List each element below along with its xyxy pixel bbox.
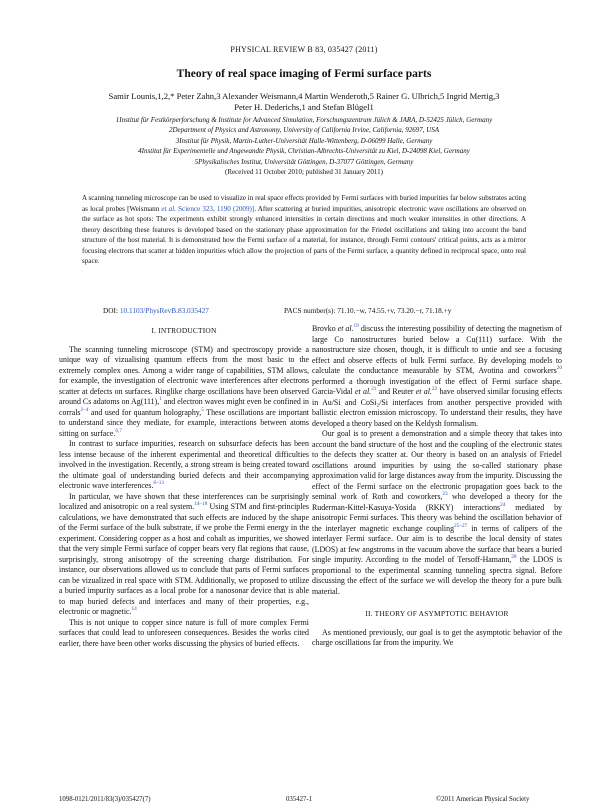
- reference-link[interactable]: 2–4: [80, 406, 89, 413]
- author-line-1: Samir Lounis,1,2,* Peter Zahn,3 Alexander Weismann,4 Martin Wenderoth,5 Rainer G. Ulbrich,5 Ingrid Mertig,3: [108, 91, 500, 101]
- paragraph: Brovko et al.$^{19}$ discuss the interesting possibility of detecting the magnetism of large Co nanostructures buried below a Cu(111) surface. With the nanostructure size chosen, though, it is difficult to untie and see a focusing effect and observe effects of bulk Fermi surface. By developing models to calculate the conductance measurable by STM, Avotina and coworkers$^{20}$ performed a thorough investigation of the effect of Fermi surface shape. Garcia-Vidal et al.$^{21}$ and Reuter et al.$^{22}$ have observed similar focusing effects in Au/Si and CoSi₂/Si interfaces from another perspective provided with ballistic electron emission microscopy. To understand their results, they have developed a theory based on the Keldysh formalism.: [312, 323, 563, 428]
- footer-page-number: 035427-1: [286, 796, 313, 803]
- paragraph: In contrast to surface impurities, research on subsurface defects has been less intense because of the inherent experimental and theoretical difficulties involved in the investigation. Recently, a strong stream is being created toward the ultimate goal of understanding buried defects and their accompanying electronic wave interferences.$^{8-13}$: [59, 439, 309, 491]
- abstract-citation-etal[interactable]: et al.: [161, 204, 176, 213]
- right-column: [312, 324, 562, 649]
- pacs-numbers: PACS number(s): 71.10.−w, 74.55.+v, 73.20.−r, 71.18.+y: [284, 306, 452, 315]
- paragraph: The scanning tunneling microscope (STM) and spectroscopy provide a unique way of vizualising quantum effects from the most basic to the extremely complex ones. Among a wider range of capabilities, STM allows, for example, the investigation of electronic wave interferences after electrons scatter at defects on surfaces. Ringlike charge oscillations have been observed around Cs adatoms on Ag(111),$^1$ and electron waves might even be confined in corrals$^{2-4}$ and used for quantum holography,$^5$ These oscillations are important to understand since they mediate, for example, interactions between atoms sitting on surface.$^{6,7}$: [59, 344, 309, 438]
- left-column: [59, 324, 309, 649]
- affiliation-4: 4Institut für Experimentelle und Angewandte Physik, Christian-Albrechts-Universität zu Kiel, D-24098 Kiel, Germany: [138, 147, 470, 156]
- reference-link[interactable]: 23: [442, 491, 448, 498]
- affiliation-5: 5Physikalisches Institut, Universität Göttingen, D-37077 Göttingen, Germany: [194, 157, 414, 166]
- journal-header: PHYSICAL REVIEW B 83, 035427 (2011): [230, 45, 378, 54]
- paper-title: Theory of real space imaging of Fermi surface parts: [176, 68, 432, 80]
- reference-link[interactable]: 14: [131, 606, 137, 613]
- doi-link[interactable]: 10.1103/PhysRevB.83.035427: [119, 306, 209, 315]
- abstract: A scanning tunneling microscope can be used to visualize in real space effects provided by Fermi surfaces with buried impurities far below substrates acting as local probes [Weismann et al. Science 323, 1190 (2009)]. After scattering at buried impurities, anisotropic electronic wave oscillations are observed on the surface as hot spots: The experiments exhibit strongly enhanced intensities in certain directions and much weaker intensities in other directions. A theory describing these features is developed based on the stationary phase approximation for the Friedel oscillations and taking into account the band structure of the host material. It is demonstrated how the Fermi surface of a material, for instance, through Fermi contours' critical points, acts as a mirror focusing electrons that scatter at hidden impurities which allow the projection of parts of the Fermi surface, a quantity defined in reciprocal space, onto real space.: [82, 194, 526, 265]
- received-date: (Received 11 October 2010; published 31 January 2011): [225, 168, 383, 177]
- affiliation-1: 1Institut für Festkörperforschung & Institute for Advanced Simulation, Forschungszentrum Jülich & JARA, D-52425 Jülich, Germany: [115, 116, 493, 124]
- affiliations: [60, 115, 548, 177]
- reference-link[interactable]: 5: [201, 406, 204, 413]
- reference-link[interactable]: 6,7: [115, 427, 122, 434]
- section-heading-introduction: I. INTRODUCTION: [151, 326, 217, 335]
- paragraph: In particular, we have shown that these interferences can be surprisingly localized and anisotropic on a real system.$^{14-18}$ Using STM and first-principles calculations, we have demonstrated that such effects are induced by the shape of the Fermi surface of the bulk substrate, if we probe the Fermi energy in the experiment. Considering copper as a host and cobalt as impurities, we showed that the very simple Fermi surface of copper bears very flat regions that cause, surprisingly, strong anisotropy of the screening charge distribution. For instance, our observations allowed us to conclude that parts of Fermi surfaces can be vizualized in real space with STM. Additionally, we proposed to utilize a buried impurity surfaces as a local probe for a nanosonar device that is able to map buried defects and interfaces and many of their properties, e.g., electronic or magnetic.$^{14}$: [59, 491, 309, 617]
- paragraph: Our goal is to present a demonstration and a simple theory that takes into account the band structure of the host and the coupling of the electronic states to the defects they scatter at. Our theory is based on an analysis of Friedel oscillations around impurities by using the so-called stationary phase approximation valid for large distances away from the impurity. Discussing the effect of the Fermi surface on the electronic propagation goes back to the seminal work of Roth and coworkers,$^{23}$ who developed a theory for the Ruderman-Kittel-Kasuya-Yosida (RKKY) interactions$^{24}$ mediated by anisotropic Fermi surfaces. This theory was behind the oscillation behavior of the interlayer magnetic exchange coupling$^{25-27}$ in terms of calipers of the interlayer Fermi surface. Our aim is to describe the local density of states (LDOS) at few angstroms in the vacuum above the surface that bears a buried single impurity. According to the model of Tersoff-Hamann,$^{28}$ the LDOS is proportional to the experimental scanning tunneling spectra signal. Before discussing the effect of the surface we will develop the theory for a pure bulk material.: [312, 429, 562, 596]
- section-heading-theory: II. THEORY OF ASYMPTOTIC BEHAVIOR: [365, 609, 509, 619]
- footer-copyright: ©2011 American Physical Society: [436, 796, 530, 803]
- affiliation-3: 3Institut für Physik, Martin-Luther-Universität Halle-Wittenberg, D-06099 Halle, Germany: [175, 136, 433, 145]
- reference-link[interactable]: 25–27: [454, 522, 468, 529]
- abstract-citation[interactable]: Science 323, 1190 (2009)]: [175, 204, 255, 213]
- reference-link[interactable]: 19: [353, 323, 359, 329]
- paragraph: As mentioned previously, our goal is to get the asymptotic behavior of the charge oscillations far from the impurity. We: [312, 627, 562, 648]
- author-list: [70, 91, 538, 113]
- reference-link[interactable]: 24: [500, 501, 506, 508]
- reference-link[interactable]: 28: [511, 554, 517, 561]
- affiliation-2: 2Department of Physics and Astronomy, University of California Irvine, California, 92697, USA: [168, 126, 440, 135]
- reference-link[interactable]: 14–18: [194, 501, 208, 508]
- doi-line: DOI: 10.1103/PhysRevB.83.035427: [103, 306, 209, 315]
- reference-link[interactable]: 8–13: [153, 480, 165, 487]
- footer-issn: 1098-0121/2011/83(3)/035427(7): [59, 796, 151, 803]
- author-line-2: Peter H. Dederichs,1 and Stefan Blügel1: [234, 102, 374, 112]
- reference-link[interactable]: 1: [159, 396, 162, 403]
- paragraph: This is not unique to copper since nature is full of more complex Fermi surfaces that could lead to unforeseen consequences. Besides the works cited earlier, there have been other works discussing the physics of buried effects.: [59, 617, 309, 648]
- reference-link[interactable]: 21: [371, 386, 377, 393]
- reference-link[interactable]: 20: [556, 365, 562, 372]
- reference-link[interactable]: 22: [431, 386, 438, 393]
